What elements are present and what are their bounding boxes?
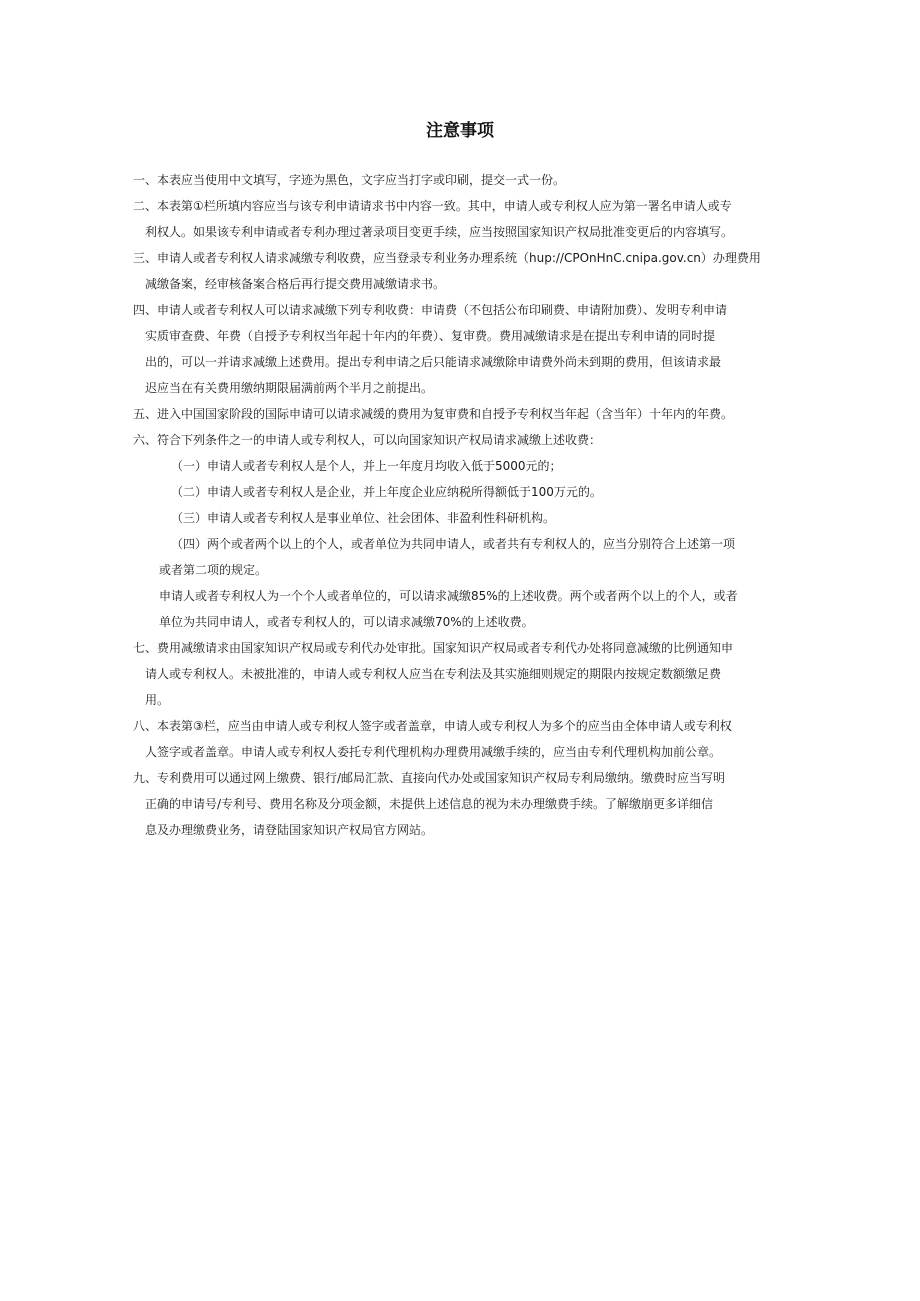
note-line: 正确的申请号/专利号、费用名称及分项金额，未提供上述信息的视为未办理缴费手续。了解缴崩更多详细信 (145, 797, 714, 811)
note-line: 单位为共同申请人，或者专利权人的，可以请求减缴70%的上述收费。 (159, 615, 534, 629)
notes-list (133, 167, 813, 843)
note-line: 三、申请人或者专利权人请求减缴专利收费，应当登录专利业务办理系统（hup://CPOnHnC.cnipa.gov.cn）办理费用 (133, 251, 761, 265)
note-line: 九、专利费用可以通过网上缴费、银行/邮局汇款、直接向代办处或国家知识产权局专利局缴纳。缴费时应当写明 (133, 771, 726, 785)
note-line: （三）申请人或者专利权人是事业单位、社会团体、非盈利性科研机构。 (171, 511, 556, 525)
note-line: 申请人或者专利权人为一个个人或者单位的，可以请求减缴85%的上述收费。两个或者两个以上的个人，或者 (159, 589, 738, 603)
note-line: 出的，可以一并请求减缴上述费用。提出专利申请之后只能请求减缴除申请费外尚未到期的费用，但该请求最 (145, 355, 722, 369)
note-line: 人签字或者盖章。申请人或专利权人委托专利代理机构办理费用减缴手续的，应当由专利代理机构加前公章。 (145, 745, 722, 759)
note-line: 实质审查费、年费（自授予专利权当年起十年内的年费）、复审费。费用减缴请求是在提出专利申请的同时提 (145, 329, 716, 343)
note-line: 六、符合下列条件之一的申请人或专利权人，可以向国家知识产权局请求减缴上述收费： (133, 433, 602, 447)
note-line: 八、本表第③栏，应当由申请人或专利权人签字或者盖章，申请人或专利权人为多个的应当由全体申请人或专利权 (133, 719, 732, 733)
note-line: 迟应当在有关费用缴纳期限届满前两个半月之前提出。 (145, 381, 434, 395)
note-line: 一、本表应当使用中文填写，字迹为黑色，文字应当打字或印刷，提交一式一份。 (133, 173, 566, 187)
page-title: 注意事项 (426, 121, 494, 141)
note-line: 请人或专利权人。未被批准的，申请人或专利权人应当在专利法及其实施细则规定的期限内按规定数额缴足费 (145, 667, 722, 681)
note-line: 减缴备案，经审核备案合格后再行提交费用减缴请求书。 (145, 277, 446, 291)
note-line: 五、进入中国国家阶段的国际申请可以请求减缓的费用为复审费和自授予专利权当年起（含当年）十年内的年费。 (133, 407, 734, 421)
note-line: 四、申请人或者专利权人可以请求减缴下列专利收费：申请费（不包括公布印刷费、申请附加费）、发明专利申请 (133, 303, 728, 317)
note-line: 利权人。如果该专利申请或者专利办理过著录项目变更手续，应当按照国家知识产权局批准变更后的内容填写。 (145, 225, 734, 239)
note-line: （一）申请人或者专利权人是个人，并上一年度月均收入低于5000元的； (171, 459, 562, 473)
note-line: 息及办理缴费业务，请登陆国家知识产权局官方网站。 (145, 823, 434, 837)
note-line: 用。 (145, 693, 170, 707)
note-line: 或者第二项的规定。 (159, 563, 268, 577)
note-line: 七、费用减缴请求由国家知识产权局或专利代办处审批。国家知识产权局或者专利代办处将同意减缴的比例通知申 (133, 641, 734, 655)
note-line: （二）申请人或者专利权人是企业，并上年度企业应纳税所得额低于100万元的。 (171, 485, 602, 499)
note-line: （四）两个或者两个以上的个人，或者单位为共同申请人，或者共有专利权人的，应当分别符合上述第一项 (171, 537, 736, 551)
note-line: 二、本表第①栏所填内容应当与该专利申请请求书中内容一致。其中，申请人或专利权人应为第一署名申请人或专 (133, 199, 732, 213)
